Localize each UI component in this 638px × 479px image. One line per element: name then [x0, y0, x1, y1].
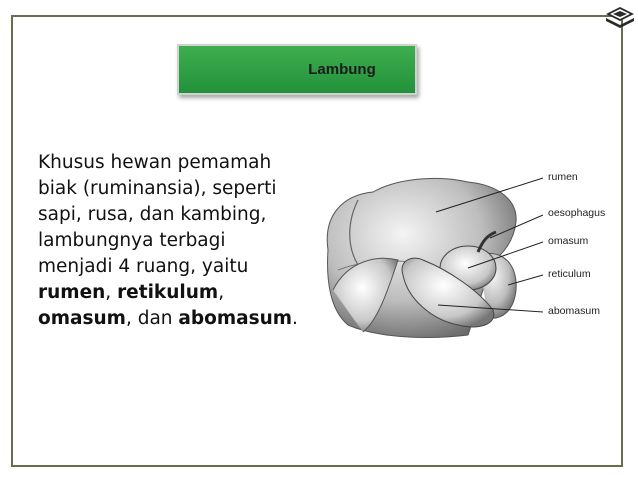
separator: , [218, 282, 225, 303]
paragraph-line: Khusus hewan pemamah [38, 152, 272, 173]
title-banner [177, 44, 417, 95]
label-rumen: rumen [548, 171, 578, 183]
paragraph-line: lambungnya terbagi [38, 230, 226, 251]
term-omasum: omasum [38, 308, 126, 329]
label-reticulum: reticulum [548, 268, 591, 280]
separator: , [105, 282, 118, 303]
paragraph-line: biak (ruminansia), seperti [38, 178, 277, 199]
term-rumen: rumen [38, 282, 106, 303]
stomach-illustration [318, 160, 628, 345]
separator: . [292, 308, 298, 329]
term-abomasum: abomasum [178, 308, 293, 329]
label-oesophagus: oesophagus [548, 207, 606, 219]
label-omasum: omasum [548, 235, 589, 247]
paragraph-line: sapi, rusa, dan kambing, [38, 204, 267, 225]
label-abomasum: abomasum [548, 305, 600, 317]
slideshare-logo-icon [604, 4, 636, 30]
stomach-figure [318, 160, 628, 345]
separator: , dan [125, 308, 179, 329]
paragraph-line [38, 306, 318, 332]
paragraph-line: menjadi 4 ruang, yaitu [38, 256, 249, 277]
term-retikulum: retikulum [117, 282, 219, 303]
slide-title: Lambung [308, 61, 376, 78]
paragraph-line [38, 280, 318, 306]
description-paragraph [38, 150, 318, 332]
